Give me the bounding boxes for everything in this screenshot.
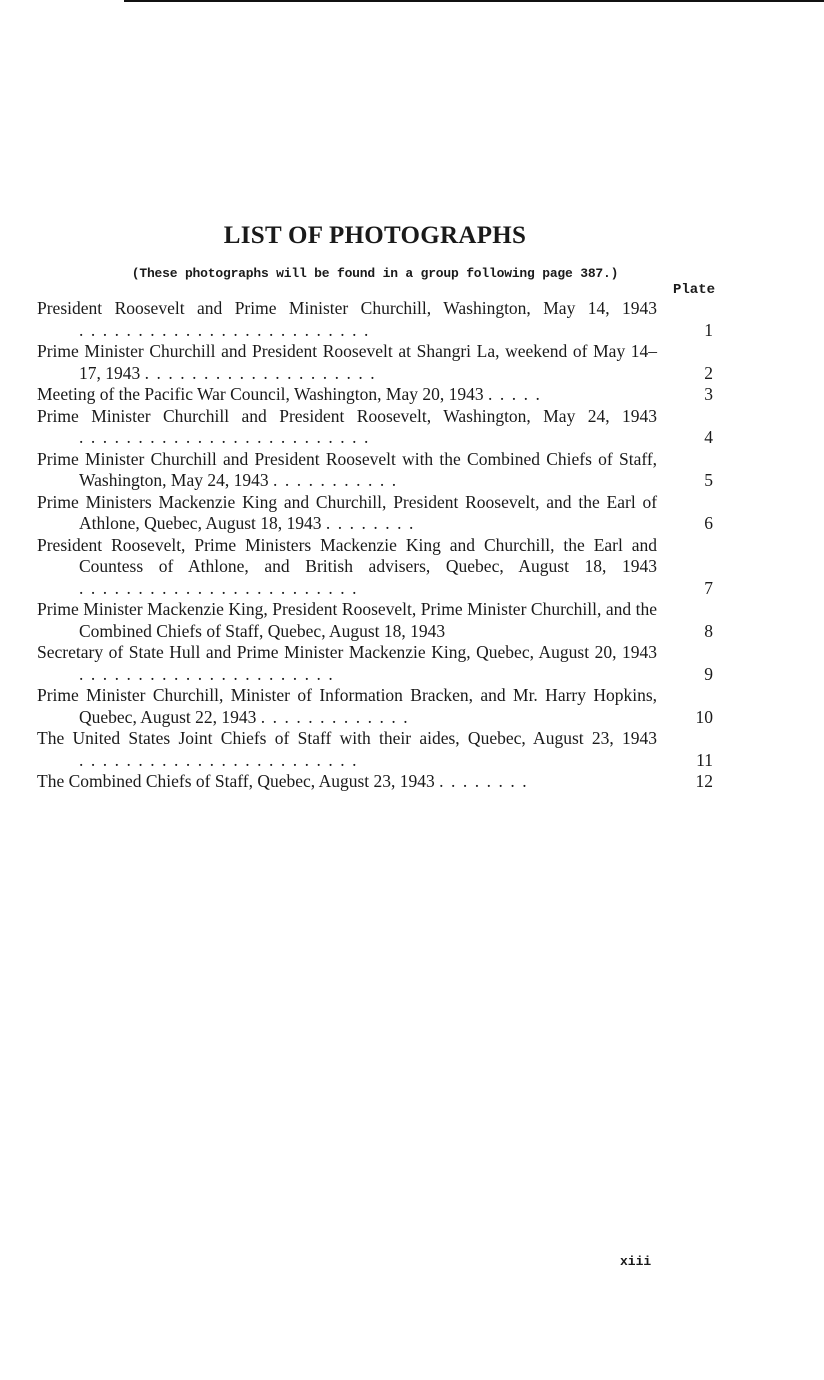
list-item	[37, 535, 717, 600]
plate-number: 1	[704, 319, 713, 340]
leader-dots: .............	[260, 706, 416, 727]
list-item	[37, 599, 717, 642]
plate-number: 3	[704, 384, 713, 404]
leader-dots: ....................	[144, 362, 383, 383]
list-item	[37, 341, 717, 384]
entry-text: The United States Joint Chiefs of Staff with their aides, Quebec, August 23, 1943 ........................	[37, 728, 658, 770]
leader-dots: ........	[325, 513, 421, 533]
plate-number: 8	[704, 620, 713, 641]
plate-number: 11	[696, 749, 713, 770]
leader-dots: .........................	[79, 427, 376, 447]
page-number: xiii	[620, 1254, 652, 1269]
list-item	[37, 685, 717, 728]
plate-number: 2	[704, 362, 713, 383]
plate-number: 12	[695, 771, 713, 791]
photo-list	[37, 298, 717, 793]
entry-text: Prime Minister Churchill and President Roosevelt, Washington, May 24, 1943 .........................	[37, 405, 658, 447]
list-item	[37, 642, 717, 685]
entry-text: Meeting of the Pacific War Council, Washington, May 20, 1943 .....	[37, 384, 548, 404]
page-title: LIST OF PHOTOGRAPHS	[223, 222, 527, 249]
leader-dots: ........................	[79, 577, 364, 598]
leader-dots: ........	[439, 771, 535, 791]
entry-text: Prime Minister Churchill and President Roosevelt with the Combined Chiefs of Staff, Washington, May 24, 1943 ...........	[37, 448, 658, 490]
list-item	[37, 406, 717, 449]
leader-dots: .........................	[79, 319, 376, 340]
plate-column-header: Plate	[672, 282, 715, 298]
entry-text: Prime Minister Churchill and President Roosevelt at Shangri La, weekend of May 14–17, 1943 ....................	[37, 341, 658, 383]
plate-number: 7	[704, 577, 713, 598]
entry-text: The Combined Chiefs of Staff, Quebec, August 23, 1943 ........	[37, 771, 535, 791]
plate-number: 4	[704, 427, 713, 447]
list-item	[37, 384, 717, 406]
entry-text: Prime Ministers Mackenzie King and Churchill, President Roosevelt, and the Earl of Athlone, Quebec, August 18, 1943 ........	[37, 491, 658, 533]
subtitle: (These photographs will be found in a group following page 387.)	[131, 266, 619, 281]
plate-number: 9	[704, 663, 713, 684]
entry-text: Prime Minister Churchill, Minister of Information Bracken, and Mr. Harry Hopkins, Quebec, August 22, 1943 .............	[37, 685, 658, 727]
leader-dots: ......................	[79, 663, 341, 684]
list-item	[37, 298, 717, 341]
list-item	[37, 728, 717, 771]
entry-text: Secretary of State Hull and Prime Minister Mackenzie King, Quebec, August 20, 1943 ......................	[37, 642, 658, 684]
entry-text: Prime Minister Mackenzie King, President Roosevelt, Prime Minister Churchill, and the Combined Chiefs of Staff, Quebec, August 18, 1943	[37, 599, 658, 641]
leader-dots: ...........	[273, 470, 404, 490]
plate-number: 5	[704, 470, 713, 490]
list-item	[37, 492, 717, 535]
plate-number: 10	[695, 706, 713, 727]
leader-dots: .....	[487, 384, 548, 404]
leader-dots: ........................	[79, 749, 364, 770]
entry-text: President Roosevelt and Prime Minister Churchill, Washington, May 14, 1943 .........................	[37, 298, 658, 340]
list-item	[37, 771, 717, 793]
top-rule	[124, 0, 824, 2]
entry-text: President Roosevelt, Prime Ministers Mackenzie King and Churchill, the Earl and Countess of Athlone, and British advisers, Quebec, August 18, 1943 ........................	[37, 534, 658, 598]
list-item	[37, 449, 717, 492]
plate-number: 6	[704, 513, 713, 533]
